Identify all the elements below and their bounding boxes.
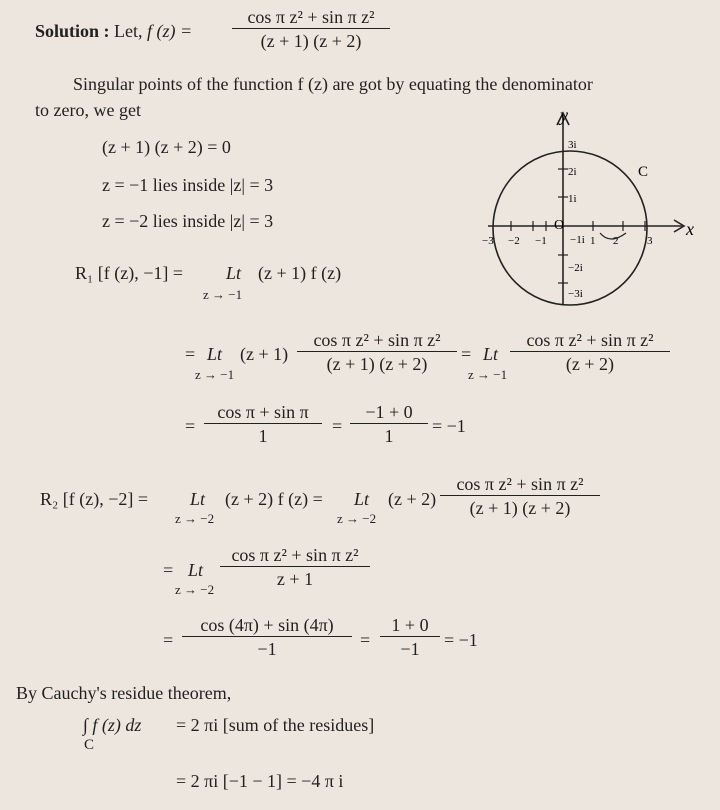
r2-fraction [440, 475, 600, 517]
x-tick-label: 3 [647, 235, 653, 247]
r1-l2-lt: Lt [207, 344, 223, 364]
equation-denominator-zero: (z + 1) (z + 2) = 0 [102, 137, 231, 157]
r1-l2-eq: = [185, 344, 196, 364]
r1-l2-limit: z → −1 [195, 367, 235, 382]
solution-let: Let, [114, 21, 143, 41]
y-tick-label: −2i [568, 262, 583, 274]
fraction-denominator: z + 1 [276, 569, 314, 589]
y-tick-label: 2i [568, 166, 577, 178]
r2-l2-limit: z → −2 [175, 582, 215, 597]
cauchy-intro: By Cauchy's residue theorem, [16, 683, 232, 703]
y-tick-label: −3i [568, 288, 583, 300]
cauchy-final: = 2 πi [−1 − 1] = −4 π i [176, 771, 344, 791]
r2-lhs: R₂ [f (z), −2] = [40, 489, 149, 509]
fraction-numerator: cos π z² + sin π z² [313, 330, 441, 350]
r1-l3-fraction2 [350, 403, 428, 445]
r2-lt2: Lt [354, 489, 370, 509]
r2-l3-eq2: = [360, 630, 371, 650]
fraction-numerator: cos π + sin π [217, 402, 309, 422]
r1-l3-eq2: = [332, 416, 343, 436]
r2-lt: Lt [190, 489, 206, 509]
r2-l3-eq: = [163, 630, 174, 650]
fraction-denominator: 1 [258, 426, 268, 446]
r1-limit: z → −1 [203, 287, 243, 302]
r1-l2-factor: (z + 1) [240, 344, 289, 364]
r2-l3-fraction [182, 616, 352, 658]
fraction-denominator: (z + 1) (z + 2) [326, 354, 428, 374]
fraction-denominator: 1 [384, 426, 394, 446]
r2-l2-fraction [220, 546, 370, 588]
curve-label: C [638, 164, 649, 180]
y-tick-label: −1i [570, 234, 585, 246]
r2-expression: (z + 2) f (z) = [225, 489, 323, 509]
solution-fraction [232, 8, 390, 50]
r1-l2-fraction2 [510, 331, 670, 373]
solution-numerator: cos π z² + sin π z² [247, 7, 375, 27]
r2-limit2: z → −2 [337, 511, 377, 526]
contour-figure [460, 105, 700, 315]
r1-l2-limit2: z → −1 [468, 367, 508, 382]
cauchy-contour: C [84, 737, 95, 753]
equation-z-minus-2: z = −2 lies inside |z| = 3 [102, 211, 274, 231]
intro-line-1: Singular points of the function f (z) are got by equating the denominator [73, 74, 593, 94]
fraction-denominator: −1 [400, 639, 420, 659]
x-axis-label: x [686, 219, 694, 239]
cauchy-integral: ∫ f (z) dz [83, 715, 142, 735]
y-tick-label: 1i [568, 193, 577, 205]
r1-lt: Lt [226, 263, 242, 283]
x-tick-label: 1 [590, 235, 596, 247]
y-axis-label: y [560, 105, 568, 125]
fraction-numerator: cos π z² + sin π z² [526, 330, 654, 350]
fraction-denominator: (z + 2) [565, 354, 615, 374]
solution-fz: f (z) = [147, 21, 193, 41]
r1-expression: (z + 1) f (z) [258, 263, 342, 283]
x-tick-label: 2 [613, 235, 619, 247]
fraction-numerator: cos π z² + sin π z² [231, 545, 359, 565]
r2-result: = −1 [444, 630, 478, 650]
r1-l3-fraction [204, 403, 322, 445]
solution-line [35, 22, 192, 40]
fraction-numerator: cos π z² + sin π z² [456, 474, 584, 494]
fraction-denominator: (z + 1) (z + 2) [469, 498, 571, 518]
r2-l2-eq: = [163, 560, 174, 580]
solution-denominator: (z + 1) (z + 2) [260, 31, 362, 51]
x-tick-label: −1 [535, 235, 547, 247]
fraction-numerator: 1 + 0 [391, 615, 429, 635]
origin-label: O [554, 218, 565, 233]
r2-l2-lt: Lt [188, 560, 204, 580]
cauchy-rhs: = 2 πi [sum of the residues] [176, 715, 375, 735]
r1-result: = −1 [432, 416, 466, 436]
solution-label: Solution : [35, 21, 110, 41]
x-tick-label: −2 [508, 235, 520, 247]
r1-l2-lt2: Lt [483, 344, 499, 364]
intro-line-2: to zero, we get [35, 100, 141, 120]
fraction-numerator: cos (4π) + sin (4π) [200, 615, 334, 635]
r1-l2-fraction [297, 331, 457, 373]
r1-l2-eq2: = [461, 344, 472, 364]
fraction-numerator: −1 + 0 [365, 402, 413, 422]
r1-l3-eq: = [185, 416, 196, 436]
r1-lhs: R₁ [f (z), −1] = [75, 263, 184, 283]
equation-z-minus-1: z = −1 lies inside |z| = 3 [102, 175, 274, 195]
y-tick-label: 3i [568, 139, 577, 151]
fraction-denominator: −1 [257, 639, 277, 659]
r2-factor: (z + 2) [388, 489, 437, 509]
r2-l3-fraction2 [380, 616, 440, 658]
x-tick-label: −3 [482, 235, 494, 247]
r2-limit: z → −2 [175, 511, 215, 526]
